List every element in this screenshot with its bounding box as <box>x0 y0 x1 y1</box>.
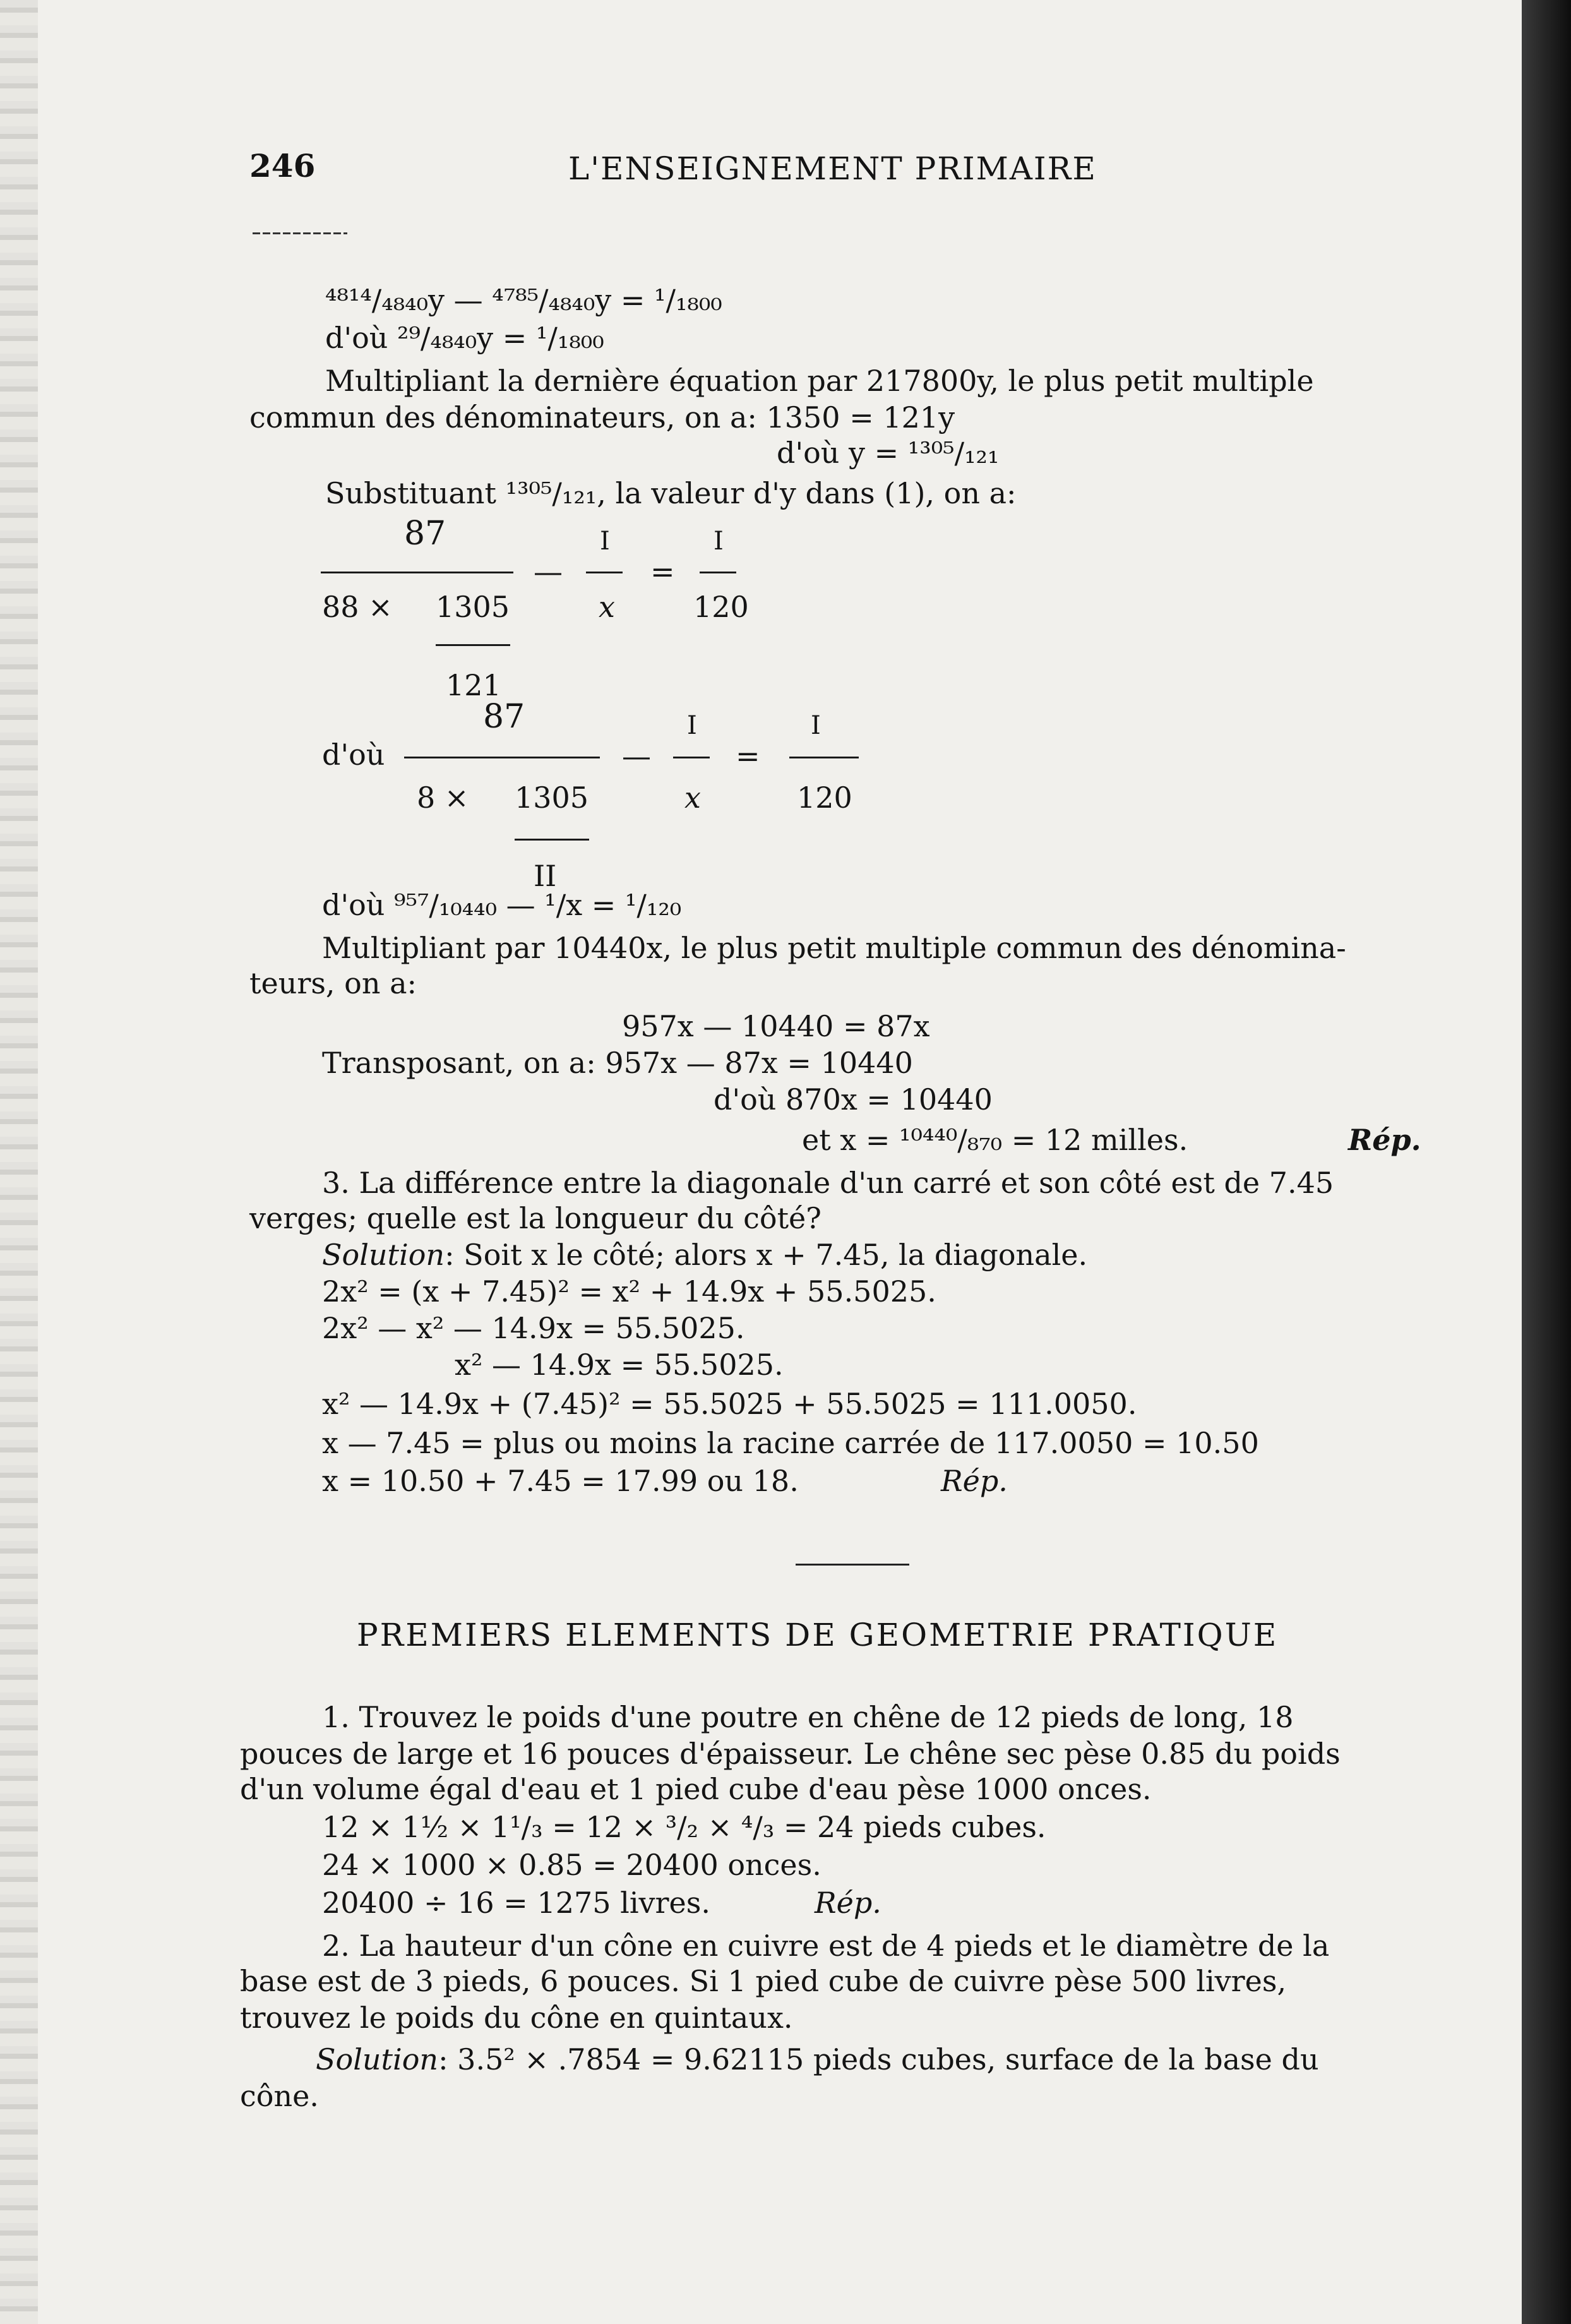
fraction-bar <box>586 572 623 573</box>
text-line: Multipliant par 10440x, le plus petit multiple commun des dénomina- <box>322 931 1346 965</box>
numerator: I <box>687 711 697 740</box>
minus-sign: — <box>534 554 563 589</box>
inner-fraction-bar <box>436 644 510 646</box>
denominator: 120 <box>693 590 749 624</box>
denominator: 8 × <box>417 781 469 815</box>
equation-line: x² — 14.9x + (7.45)² = 55.5025 + 55.5025 = 111.0050. <box>322 1387 1137 1421</box>
denominator: x <box>684 781 701 815</box>
problem-statement: base est de 3 pieds, 6 pouces. Si 1 pied cube de cuivre pèse 500 livres, <box>240 1964 1287 1998</box>
equation-line: 957x — 10440 = 87x <box>622 1009 930 1043</box>
solution-label: Solution <box>322 1238 445 1272</box>
denominator: 88 × <box>322 590 393 624</box>
problem-statement: 1. Trouvez le poids d'une poutre en chêne de 12 pieds de long, 18 <box>322 1700 1294 1734</box>
equals-sign: = <box>650 554 675 589</box>
numerator: 87 <box>404 515 446 553</box>
equation-line: d'où y = ¹³⁰⁵/₁₂₁ <box>777 436 1000 470</box>
equation-line: d'où ⁹⁵⁷/₁₀₄₄₀ — ¹/x = ¹/₁₂₀ <box>322 888 682 922</box>
equation-line: 12 × 1½ × 1¹/₃ = 12 × ³/₂ × ⁴/₃ = 24 pieds cubes. <box>322 1810 1046 1844</box>
fraction-bar <box>673 757 710 758</box>
solution-line: Solution: 3.5² × .7854 = 9.62115 pieds cubes, surface de la base du <box>316 2042 1319 2076</box>
solution-label: Solution <box>316 2042 439 2076</box>
fraction-bar <box>321 572 513 573</box>
text-line: cône. <box>240 2079 319 2113</box>
numerator: I <box>600 527 610 556</box>
equals-sign: = <box>736 739 760 773</box>
running-title: L'ENSEIGNEMENT PRIMAIRE <box>568 150 1097 187</box>
equation-line: et x = ¹⁰⁴⁴⁰/₈₇₀ = 12 milles. <box>802 1123 1188 1157</box>
equation-line: 2x² — x² — 14.9x = 55.5025. <box>322 1311 745 1345</box>
answer-marker: Rép. <box>815 1886 881 1920</box>
equation-line: d'où 870x = 10440 <box>714 1082 993 1117</box>
text-line: teurs, on a: <box>249 966 417 1000</box>
equation-line: x — 7.45 = plus ou moins la racine carrée de 117.0050 = 10.50 <box>322 1426 1259 1460</box>
inner-fraction-bar <box>515 839 589 841</box>
denominator: x <box>599 590 615 624</box>
numerator: 87 <box>483 698 525 736</box>
denominator: 120 <box>797 781 852 815</box>
problem-statement: verges; quelle est la longueur du côté? <box>249 1201 821 1235</box>
problem-statement: 3. La différence entre la diagonale d'un carré et son côté est de 7.45 <box>322 1166 1334 1200</box>
book-edge-shadow <box>1522 0 1571 2324</box>
text-line: commun des dénominateurs, on a: 1350 = 121y <box>249 400 955 434</box>
equation-line: 24 × 1000 × 0.85 = 20400 onces. <box>322 1848 821 1882</box>
equation-line: x = 10.50 + 7.45 = 17.99 ou 18. <box>322 1464 799 1498</box>
denominator-inner-den: 121 <box>446 668 501 702</box>
problem-statement: pouces de large et 16 pouces d'épaisseur. Le chêne sec pèse 0.85 du poids <box>240 1737 1341 1771</box>
fraction-bar <box>789 757 859 758</box>
equation-line: x² — 14.9x = 55.5025. <box>455 1348 784 1382</box>
section-title: PREMIERS ELEMENTS DE GEOMETRIE PRATIQUE <box>357 1617 1279 1653</box>
denominator-inner-num: 1305 <box>515 781 589 815</box>
equation-line: 20400 ÷ 16 = 1275 livres. <box>322 1886 710 1920</box>
text-line: Multipliant la dernière équation par 217800y, le plus petit multiple <box>325 364 1314 398</box>
equation-line: ⁴⁸¹⁴/₄₈₄₀y — ⁴⁷⁸⁵/₄₈₄₀y = ¹/₁₈₀₀ <box>325 283 722 317</box>
problem-statement: d'un volume égal d'eau et 1 pied cube d'eau pèse 1000 onces. <box>240 1772 1152 1806</box>
denominator-inner-den: II <box>534 859 557 893</box>
fraction-bar <box>404 757 600 758</box>
answer-marker: Rép. <box>941 1464 1008 1498</box>
problem-statement: trouvez le poids du cône en quintaux. <box>240 2001 793 2035</box>
solution-line: Solution: Soit x le côté; alors x + 7.45, la diagonale. <box>322 1238 1088 1272</box>
equation-line: 2x² = (x + 7.45)² = x² + 14.9x + 55.5025. <box>322 1274 936 1309</box>
header-rule <box>253 232 347 234</box>
fraction-bar <box>700 572 736 573</box>
page-gutter-shadow <box>0 0 38 2324</box>
page-number: 246 <box>249 147 316 184</box>
denominator-inner-num: 1305 <box>436 590 510 624</box>
section-divider <box>796 1564 909 1566</box>
problem-statement: 2. La hauteur d'un cône en cuivre est de 4 pieds et le diamètre de la <box>322 1929 1330 1963</box>
numerator: I <box>811 711 821 740</box>
minus-sign: — <box>622 739 651 773</box>
numerator: I <box>714 527 724 556</box>
text-line: Substituant ¹³⁰⁵/₁₂₁, la valeur d'y dans (1), on a: <box>325 476 1017 510</box>
prefix: d'où <box>322 738 385 772</box>
equation-line: Transposant, on a: 957x — 87x = 10440 <box>322 1046 913 1080</box>
equation-line: d'où ²⁹/₄₈₄₀y = ¹/₁₈₀₀ <box>325 321 604 355</box>
answer-marker: Rép. <box>1348 1123 1421 1157</box>
